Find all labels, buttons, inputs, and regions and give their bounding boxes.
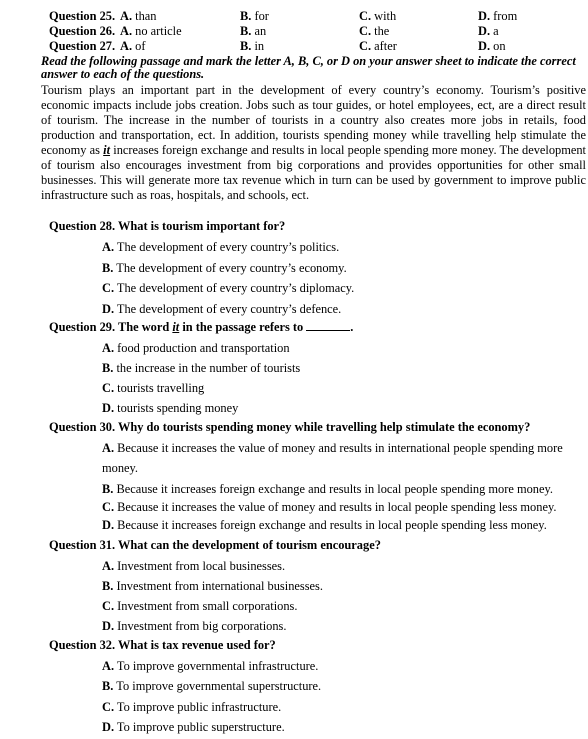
option-b: B. in [240, 39, 265, 53]
q30-option-d[interactable]: D. Because it increases foreign exchange and results in local people spending less money. [102, 518, 547, 532]
q31-option-a[interactable]: A. Investment from local businesses. [102, 559, 286, 573]
question-label: Question 27. [49, 39, 116, 53]
q31-option-b[interactable]: B. Investment from international businesses. [102, 579, 323, 593]
q28-option-a[interactable]: A. The development of every country’s politics. [102, 240, 340, 254]
option-b: B. an [240, 24, 267, 38]
q29-option-b[interactable]: B. the increase in the number of tourists [102, 361, 301, 375]
question-29: Question 29. The word it in the passage refers to . [49, 320, 354, 334]
q32-option-c[interactable]: C. To improve public infrastructure. [102, 700, 282, 714]
q32-option-a[interactable]: A. To improve governmental infrastructure. [102, 659, 319, 673]
question-label: Question 25. [49, 9, 116, 23]
option-c: C. the [359, 24, 390, 38]
q30-option-c[interactable]: C. Because it increases the value of money and results in local people spending less money. [102, 500, 557, 514]
option-c: C. after [359, 39, 397, 53]
question-32: Question 32. What is tax revenue used for? [49, 638, 276, 652]
option-d: D. from [478, 9, 518, 23]
option-a: A. of [120, 39, 146, 53]
q31-option-d[interactable]: D. Investment from big corporations. [102, 619, 287, 633]
passage-text-start: Tourism plays an important part in the development of every country’s economy. Tourism’s positive economic impacts include jobs creation. Jobs such as tour guides, or hotel employees, ect, are a direct result of tourism. The increase in the number of tourists in a country also creates more jobs in retails, food production and transportation, ect. In addition, tourists spending money while travelling help stimulate the economy as [41, 83, 586, 157]
reading-passage [41, 83, 586, 203]
answer-blank [306, 320, 350, 331]
option-a: A. than [120, 9, 157, 23]
q29-option-d[interactable]: D. tourists spending money [102, 401, 239, 415]
option-d: D. on [478, 39, 506, 53]
option-c: C. with [359, 9, 397, 23]
question-28: Question 28. What is tourism important for? [49, 219, 286, 233]
q31-option-c[interactable]: C. Investment from small corporations. [102, 599, 298, 613]
q29-option-a[interactable]: A. food production and transportation [102, 341, 290, 355]
question-keyword-it: it [172, 320, 180, 334]
option-d: D. a [478, 24, 499, 38]
q28-option-d[interactable]: D. The development of every country’s defence. [102, 302, 342, 316]
q28-option-b[interactable]: B. The development of every country’s economy. [102, 261, 347, 275]
q32-option-b[interactable]: B. To improve governmental superstructure. [102, 679, 322, 693]
q29-option-c[interactable]: C. tourists travelling [102, 381, 205, 395]
option-a: A. no article [120, 24, 182, 38]
reading-instruction: Read the following passage and mark the letter A, B, C, or D on your answer sheet to indicate the correct answer to each of the questions. [41, 54, 576, 81]
q30-option-a[interactable]: A. Because it increases the value of money and results in international people spending more money. [102, 441, 563, 475]
passage-text-end: increases foreign exchange and results in local people spending more money. The development of tourism also encourages investment from big corporations and provides opportunities for other small businesses. This will generate more tax revenue which in turn can be used by government to improve public infrastructure such as roas, hospitals, and schools, ect. [41, 143, 586, 202]
q28-option-c[interactable]: C. The development of every country’s diplomacy. [102, 281, 355, 295]
option-b: B. for [240, 9, 269, 23]
q30-option-b[interactable]: B. Because it increases foreign exchange and results in local people spending more money. [102, 482, 553, 496]
question-30: Question 30. Why do tourists spending money while travelling help stimulate the economy? [49, 420, 531, 434]
question-label: Question 26. [49, 24, 116, 38]
passage-keyword-it: it [103, 143, 111, 157]
question-31: Question 31. What can the development of tourism encourage? [49, 538, 381, 552]
q32-option-d[interactable]: D. To improve public superstructure. [102, 720, 285, 734]
